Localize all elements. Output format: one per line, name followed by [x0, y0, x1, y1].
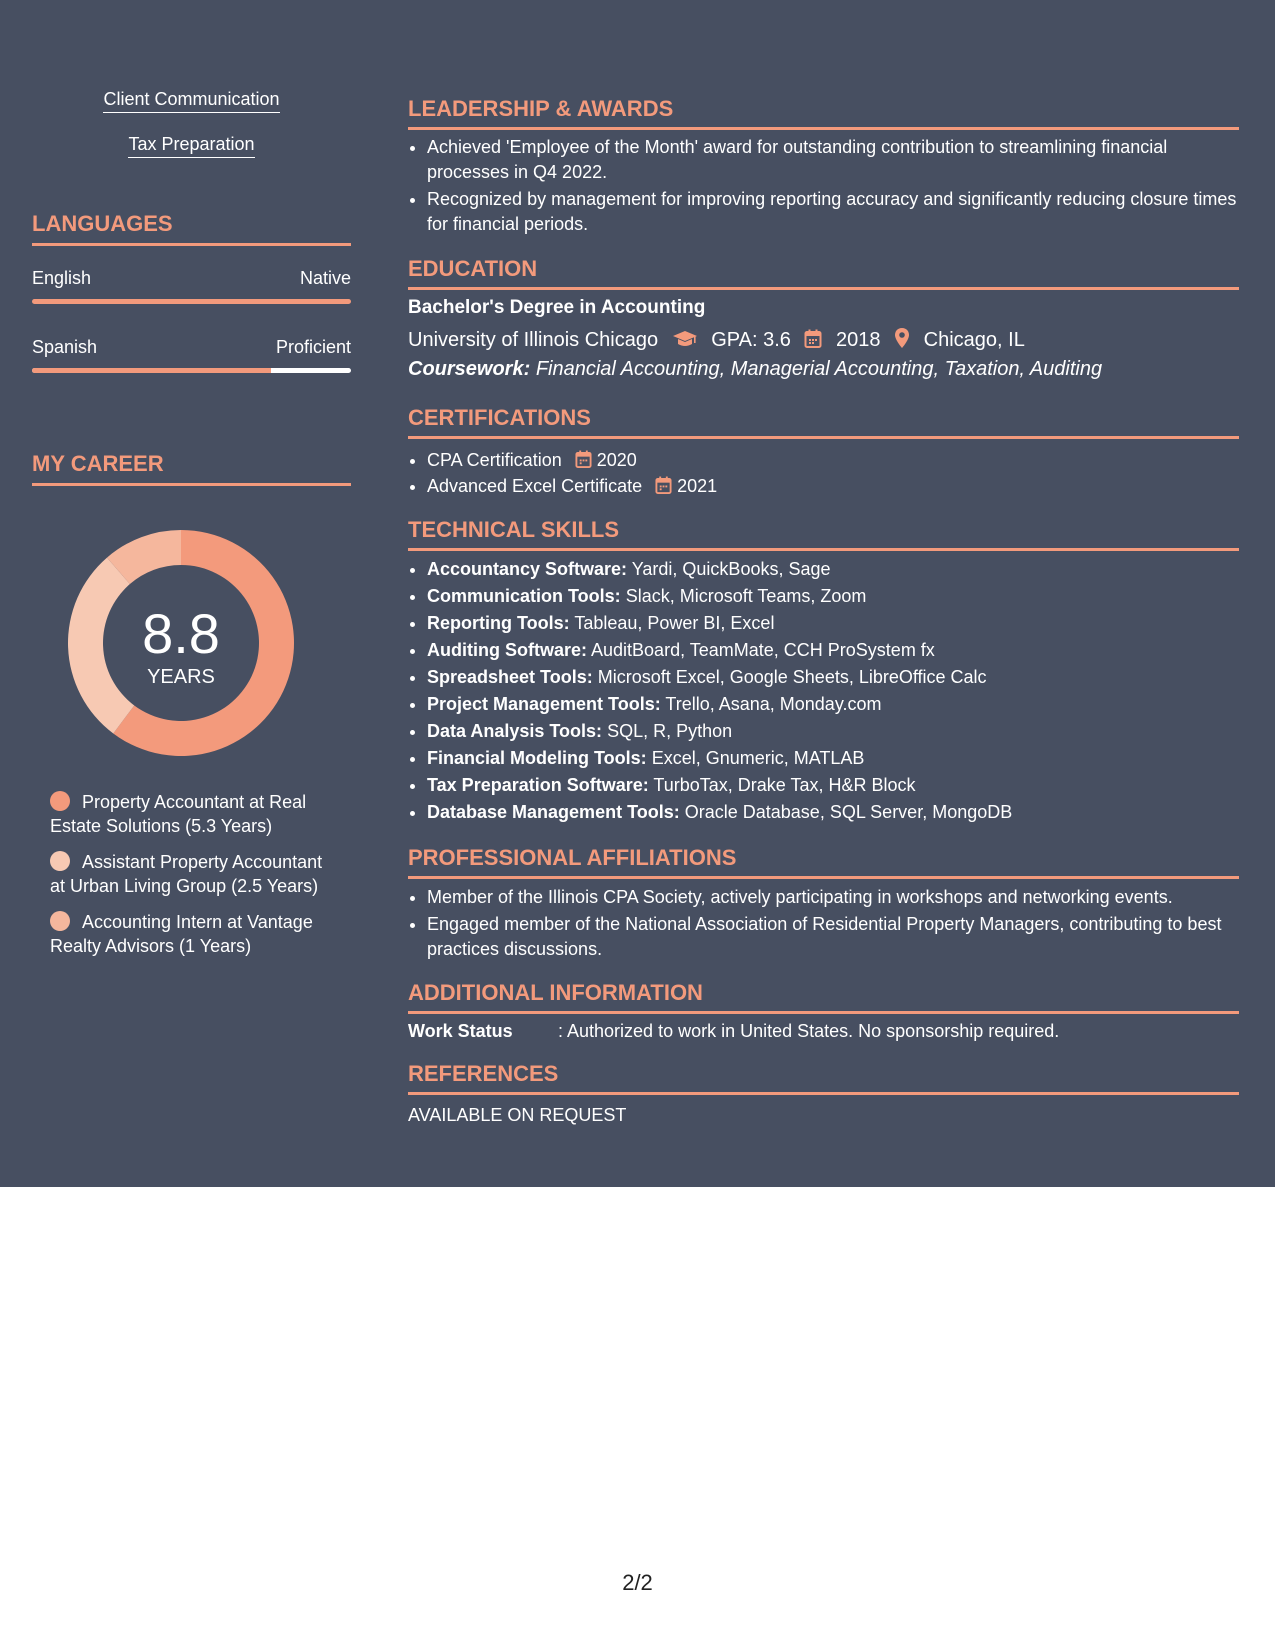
career-item: Accounting Intern at Vantage Realty Advisors (1 Years)	[50, 912, 313, 956]
references-text: AVAILABLE ON REQUEST	[408, 1105, 627, 1125]
legend-dot	[50, 791, 70, 811]
coursework	[408, 358, 1102, 381]
degree-title: Bachelor's Degree in Accounting	[408, 297, 706, 318]
language-name: Spanish	[32, 337, 98, 357]
list-item: • Recognized by management for improving reporting accuracy and significantly reducing closure times for financial periods.	[427, 187, 1239, 237]
sidebar	[32, 0, 351, 1187]
list-item: • Achieved 'Employee of the Month' award for outstanding contribution to streamlining financial processes in Q4 2022.	[427, 135, 1239, 185]
language-bar-fill	[32, 368, 271, 373]
calendar-icon	[655, 476, 672, 495]
coursework-value: Financial Accounting, Managerial Accounting, Taxation, Auditing	[535, 358, 1103, 380]
list-item: • CPA Certification 2020	[427, 447, 1239, 473]
list-item: • Project Management Tools: Trello, Asana, Monday.com	[427, 691, 1239, 718]
language-level: Native	[299, 268, 351, 288]
gpa: GPA: 3.6	[711, 329, 791, 351]
career-donut-chart	[61, 523, 301, 763]
language-bar	[32, 368, 351, 373]
language-bar-fill	[32, 299, 351, 304]
education-meta	[408, 327, 1025, 352]
list-item: • Engaged member of the National Association of Residential Property Managers, contributing to best practices discussions.	[427, 912, 1239, 962]
certifications-heading: CERTIFICATIONS	[408, 405, 1239, 439]
graduation-year: 2018	[836, 329, 881, 351]
list-item: • Tax Preparation Software: TurboTax, Drake Tax, H&R Block	[427, 772, 1239, 799]
language-level: Proficient	[275, 337, 351, 357]
list-item: • Reporting Tools: Tableau, Power BI, Excel	[427, 610, 1239, 637]
page-number: 2/2	[622, 1570, 653, 1595]
work-status	[408, 1021, 1059, 1042]
donut-slice	[68, 558, 134, 734]
language-row	[32, 268, 351, 289]
additional-info-heading: ADDITIONAL INFORMATION	[408, 980, 1239, 1014]
skill-tag: Tax Preparation	[32, 134, 351, 155]
leadership-list	[408, 135, 1239, 239]
list-item: • Advanced Excel Certificate 2021	[427, 473, 1239, 499]
list-item: • Communication Tools: Slack, Microsoft Teams, Zoom	[427, 583, 1239, 610]
work-status-label: Work Status	[408, 1021, 513, 1041]
career-unit: YEARS	[147, 666, 215, 688]
technical-skills-heading: TECHNICAL SKILLS	[408, 517, 1239, 551]
list-item: • Database Management Tools: Oracle Database, SQL Server, MongoDB	[427, 799, 1239, 826]
location-pin-icon	[894, 327, 910, 349]
list-item: • Financial Modeling Tools: Excel, Gnumeric, MATLAB	[427, 745, 1239, 772]
career-item: Property Accountant at Real Estate Solutions (5.3 Years)	[50, 792, 307, 836]
language-name: English	[32, 268, 92, 288]
affiliations-list	[408, 885, 1239, 964]
work-status-value: : Authorized to work in United States. No sponsorship required.	[558, 1021, 1060, 1041]
list-item: • Data Analysis Tools: SQL, R, Python	[427, 718, 1239, 745]
career-list	[50, 790, 340, 970]
school-name: University of Illinois Chicago	[408, 329, 659, 351]
coursework-label: Coursework:	[408, 358, 531, 380]
affiliations-heading: PROFESSIONAL AFFILIATIONS	[408, 845, 1239, 879]
list-item: • Spreadsheet Tools: Microsoft Excel, Google Sheets, LibreOffice Calc	[427, 664, 1239, 691]
list-item: • Accountancy Software: Yardi, QuickBooks, Sage	[427, 556, 1239, 583]
skill-tag: Client Communication	[32, 89, 351, 110]
list-item: • Auditing Software: AuditBoard, TeamMate, CCH ProSystem fx	[427, 637, 1239, 664]
references-heading: REFERENCES	[408, 1061, 1239, 1095]
career-total: 8.8	[142, 602, 220, 665]
legend-dot	[50, 851, 70, 871]
graduation-cap-icon	[672, 329, 698, 349]
language-row	[32, 337, 351, 358]
career-heading: MY CAREER	[32, 451, 351, 486]
technical-skills-list	[408, 556, 1239, 826]
certifications-list	[408, 447, 1239, 499]
main-column	[408, 0, 1239, 1187]
leadership-heading: LEADERSHIP & AWARDS	[408, 96, 1239, 130]
language-bar	[32, 299, 351, 304]
languages-heading: LANGUAGES	[32, 211, 351, 246]
list-item: • Member of the Illinois CPA Society, actively participating in workshops and networking events.	[427, 885, 1239, 910]
calendar-icon	[804, 329, 822, 349]
calendar-icon	[575, 450, 592, 469]
education-heading: EDUCATION	[408, 256, 1239, 290]
legend-dot	[50, 911, 70, 931]
school-location: Chicago, IL	[923, 329, 1025, 351]
career-item: Assistant Property Accountant at Urban Living Group (2.5 Years)	[50, 852, 323, 896]
